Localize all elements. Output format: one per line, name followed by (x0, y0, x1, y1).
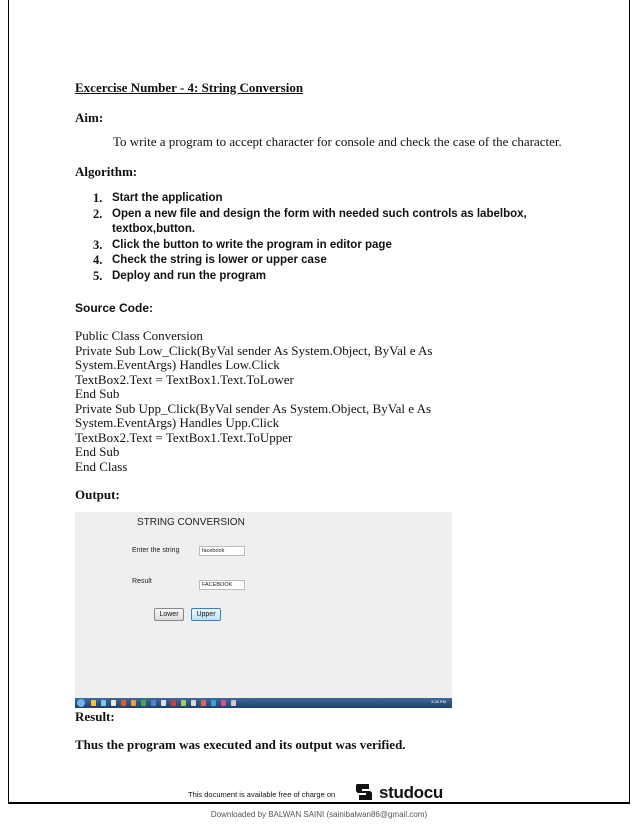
output-heading: Output: (75, 487, 120, 502)
app-icon[interactable] (201, 700, 206, 706)
result-heading: Result: (75, 709, 115, 724)
aim-heading: Aim: (75, 110, 104, 125)
studocu-logo-icon (353, 781, 375, 803)
algorithm-heading: Algorithm: (75, 164, 138, 179)
app-icon[interactable] (171, 700, 176, 706)
footer-availability-note: This document is available free of charge on (188, 790, 336, 799)
app-icon[interactable] (231, 700, 236, 706)
app-icon[interactable] (191, 700, 196, 706)
studocu-brand[interactable]: studocu (379, 783, 444, 802)
algorithm-step: 5. Deploy and run the program (93, 268, 266, 283)
code-line: Private Sub Low_Click(ByVal sender As System.Object, ByVal e As (75, 342, 433, 358)
algorithm-list (93, 191, 542, 284)
code-line: End Class (75, 458, 128, 474)
output-screenshot (75, 512, 452, 708)
aim-text: To write a program to accept character for console and check the case of the character. (113, 134, 562, 149)
result-field-label: Result (132, 578, 152, 585)
code-line: End Sub (75, 386, 120, 401)
code-line: TextBox2.Text = TextBox1.Text.ToLower (75, 371, 294, 387)
app-icon[interactable] (111, 700, 116, 706)
code-line: Public Class Conversion (75, 328, 203, 343)
algorithm-step: 2. Open a new file and design the form with needed such controls as labelbox, textbox,button. (93, 206, 527, 235)
app-icon[interactable] (181, 700, 186, 706)
source-code-block (75, 329, 432, 474)
download-note: Downloaded by BALWAN SAINI (sainibalwan86@gmail.com) (210, 810, 428, 819)
app-icon[interactable] (131, 700, 136, 706)
app-icon[interactable] (161, 700, 166, 706)
result-textbox[interactable]: FACEBOOK (199, 580, 245, 590)
form-title: STRING CONVERSION (137, 517, 245, 528)
input-textbox[interactable]: facebook (199, 546, 245, 556)
ie-icon[interactable] (101, 700, 106, 706)
code-line: System.EventArgs) Handles Upp.Click (75, 415, 280, 430)
explorer-icon[interactable] (91, 700, 96, 706)
taskbar-clock: 3:36 PM (431, 699, 446, 704)
code-line: TextBox2.Text = TextBox1.Text.ToUpper (75, 429, 293, 445)
algorithm-step: 1. Start the application (93, 191, 223, 205)
lower-button[interactable]: Lower (154, 608, 184, 621)
app-icon[interactable] (211, 700, 216, 706)
app-icon[interactable] (151, 700, 156, 706)
start-orb-icon[interactable] (77, 699, 85, 707)
exercise-title: Excercise Number - 4: String Conversion (75, 80, 304, 95)
code-line: End Sub (75, 444, 120, 459)
app-icon[interactable] (221, 700, 226, 706)
enter-string-label: Enter the string (132, 547, 180, 554)
app-icon[interactable] (121, 700, 126, 706)
source-code-heading: Source Code: (75, 301, 154, 315)
result-text: Thus the program was executed and its output was verified. (75, 737, 406, 752)
app-icon[interactable] (141, 700, 146, 706)
taskbar (75, 698, 452, 708)
code-line: System.EventArgs) Handles Low.Click (75, 357, 280, 372)
algorithm-step: 3. Click the button to write the program in editor page (93, 237, 392, 252)
algorithm-step: 4. Check the string is lower or upper case (93, 253, 327, 267)
upper-button[interactable]: Upper (191, 608, 221, 621)
code-line: Private Sub Upp_Click(ByVal sender As System.Object, ByVal e As (75, 400, 432, 416)
